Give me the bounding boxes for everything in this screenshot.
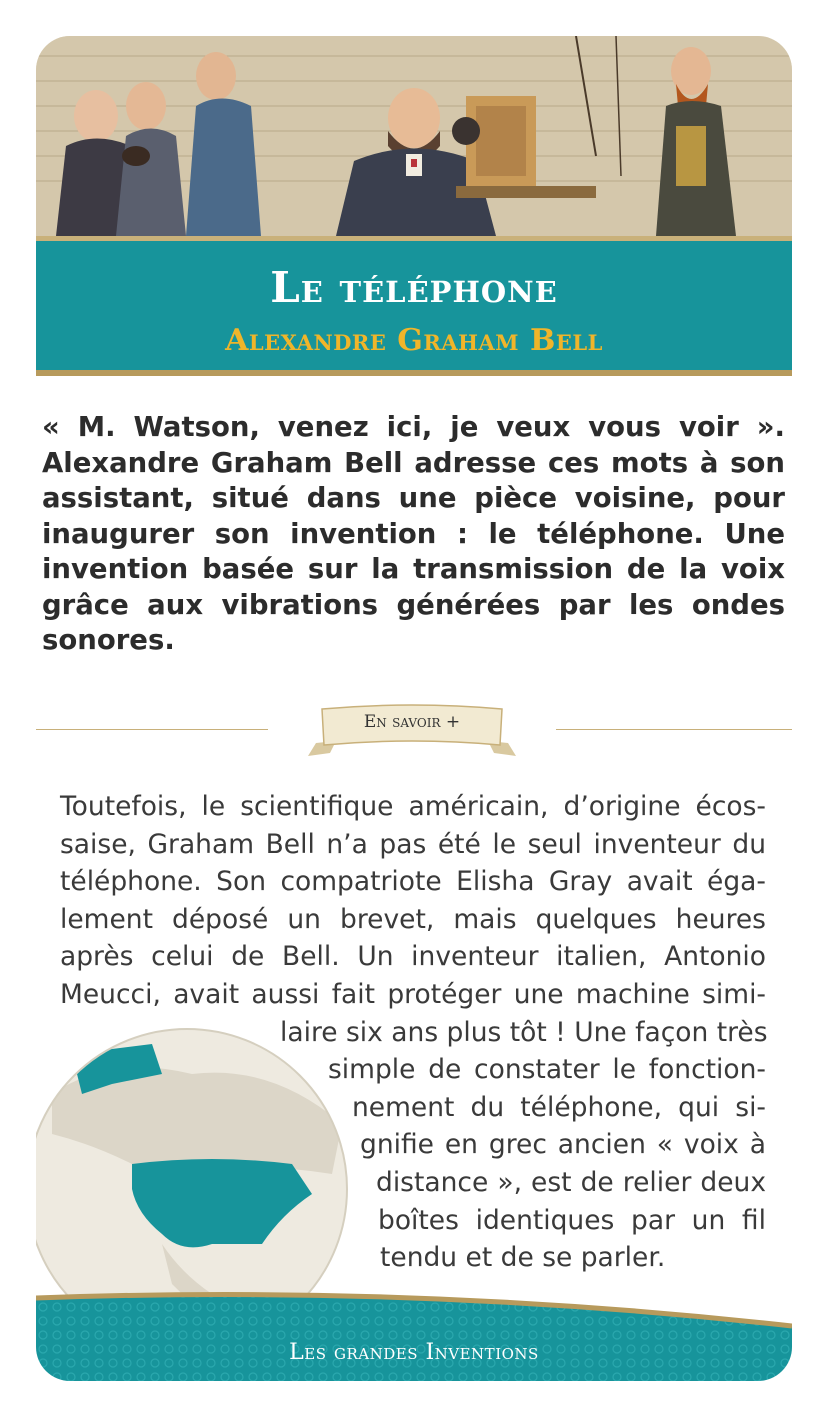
body-line: simple de constater le fonction- [328, 1054, 766, 1086]
body-line: Toutefois, le scientifique américain, d’origine écos- [60, 791, 766, 822]
body-line: lement déposé un brevet, mais quelques heures [60, 903, 766, 935]
body-line: tendu et de se parler. [380, 1242, 666, 1274]
info-card [36, 36, 792, 1381]
body-line: saise, Graham Bell n’a pas été le seul inventeur du [60, 828, 766, 860]
body-text [60, 788, 766, 1277]
body-line: téléphone. Son compatriote Elisha Gray avait éga- [60, 866, 766, 898]
ribbon-banner-icon [308, 701, 516, 763]
body-line: après celui de Bell. Un inventeur italien, Antonio [60, 941, 766, 973]
divider-right [556, 729, 792, 730]
title-banner [36, 236, 792, 376]
engraving-illustration [36, 36, 792, 236]
body-line: gnifie en grec ancien « voix à [360, 1129, 766, 1161]
page-title: Le téléphone [270, 263, 558, 312]
body-line: distance », est de relier deux [376, 1166, 766, 1198]
series-name: Les grandes Inventions [289, 1340, 539, 1365]
body-line: Meucci, avait aussi fait protéger une machine simi- [60, 978, 766, 1010]
intro-paragraph: « M. Watson, venez ici, je veux vous voir ». Alexandre Graham Bell adresse ces mots à son assistant, situé dans une pièce voisine, pour inaugurer son invention : le téléphone. Une invention basée sur la transmission de la voix grâce aux vibrations générées par les ondes sonores. [42, 411, 785, 656]
body-line: laire six ans plus tôt ! Une façon très [280, 1016, 768, 1048]
inventor-name: Alexandre Graham Bell [225, 323, 603, 358]
more-info-label: En savoir + [363, 712, 461, 732]
body-line: boîtes identiques par un fil [378, 1204, 766, 1236]
footer-band [36, 1286, 792, 1381]
body-line: nement du téléphone, qui si- [352, 1091, 766, 1123]
divider-left [36, 729, 268, 730]
